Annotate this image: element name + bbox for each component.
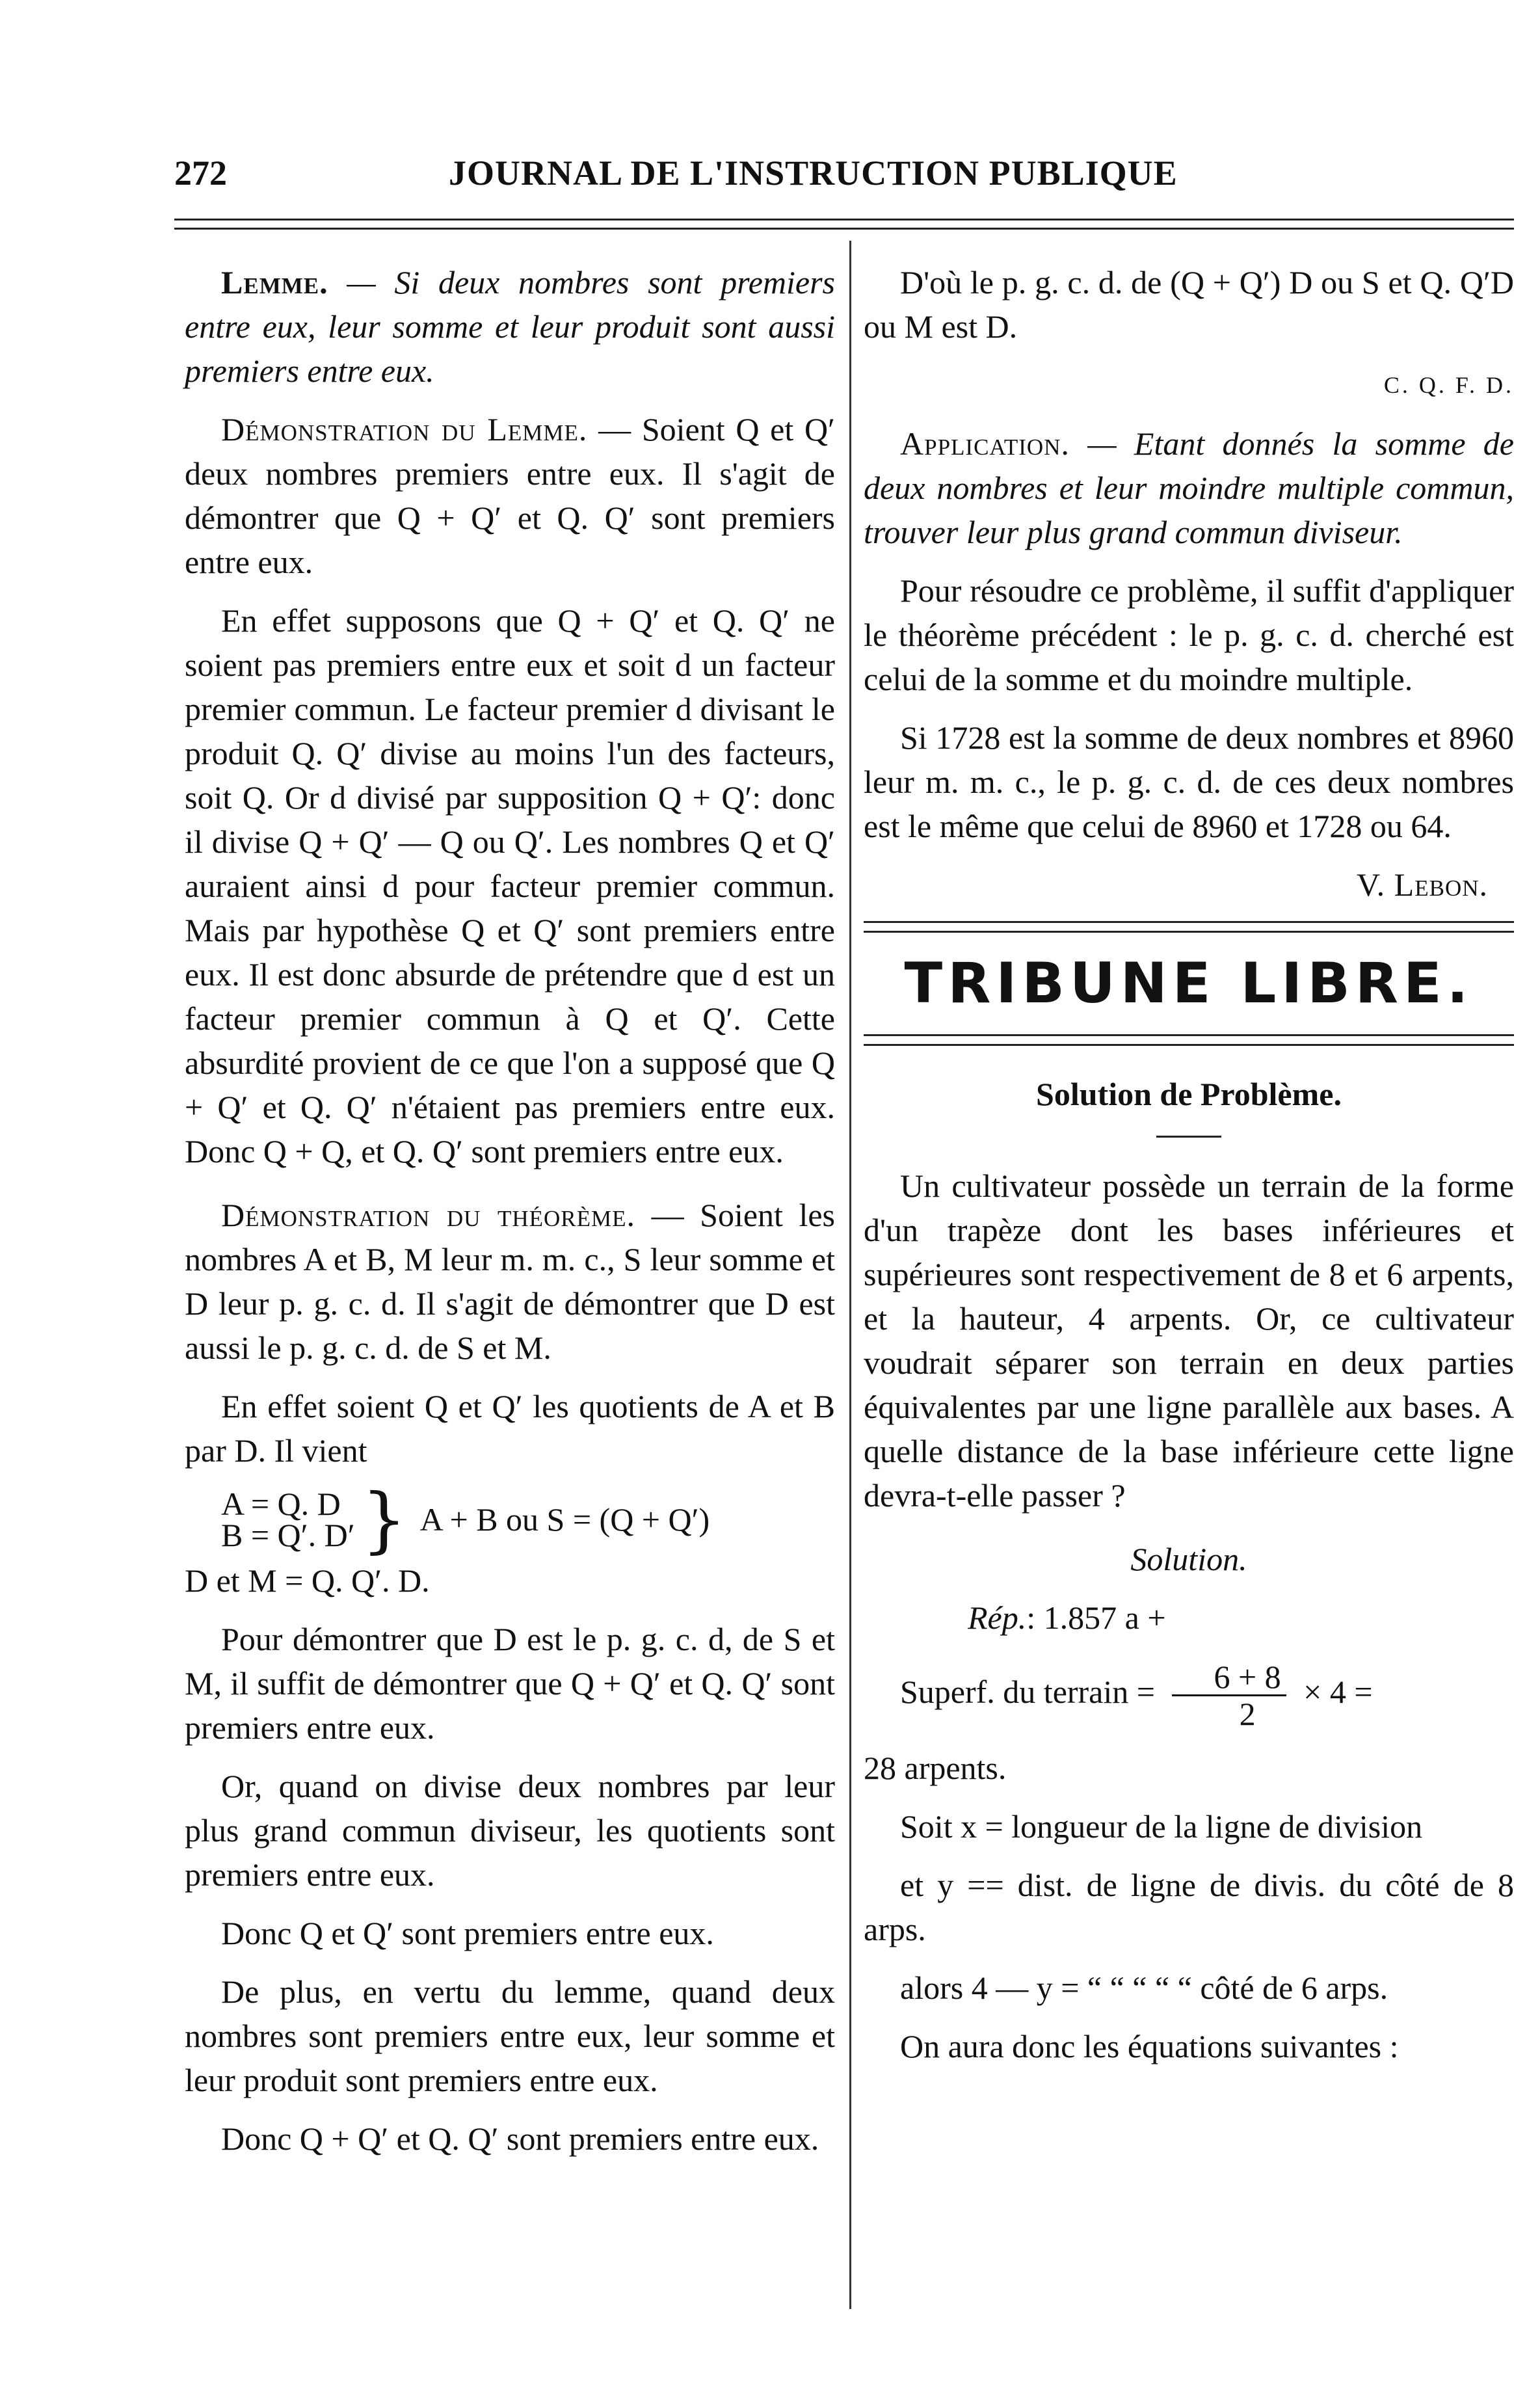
brace-icon: } [361,1478,407,1561]
superf-result: 28 arpents. [864,1750,1007,1786]
fraction-denominator: 2 [1239,1696,1256,1732]
paragraph-quotients: En effet soient Q et Q′ les quotients de A et B par D. Il vient [185,1388,835,1469]
header-rule-top [174,219,1514,220]
column-separator [849,241,851,2309]
demo-lemme-text: — Soient Q et Q′ deux nombres premiers entre eux. Il s'agit de démontrer que Q + Q′ et Q. Q′ sont premiers entre eux. [185,411,835,580]
demo-lemme-paragraph [185,407,835,584]
fraction [1172,1659,1286,1731]
page-number: 272 [174,154,227,193]
equation-right: A + B ou S = (Q + Q′) [419,1501,710,1538]
paragraph-donc-1: Donc Q et Q′ sont premiers entre eux. [221,1915,714,1951]
signature: V. Lebon. [1357,866,1488,903]
equation-lines [221,1488,355,1551]
tribune-rule-bottom [864,1034,1514,1046]
rep-label: Rép. [968,1599,1027,1636]
application-text: — Etant donnés la somme de deux nombres et leur moindre multiple commun, trouver leur plus grand commun diviseur. [864,425,1514,550]
right-column [864,260,1514,2083]
equation-after: D et M = Q. Q′. D. [185,1562,430,1599]
header-rule-bottom [174,228,1514,230]
lemme-paragraph [185,260,835,393]
paragraph-or: Or, quand on divise deux nombres par leur plus grand commun diviseur, les quotients sont premiers entre eux. [185,1768,835,1893]
reponse-line [864,1596,1514,1640]
cqfd: C. Q. F. D. [1383,372,1514,398]
left-column [185,260,835,2175]
fraction-numerator: 6 + 8 [1172,1659,1286,1696]
paragraph-alors: alors 4 — y = “ “ “ “ “ côté de 6 arps. [900,1970,1388,2006]
paragraph-dou: D'où le p. g. c. d. de (Q + Q′) D ou S et Q. Q′D ou M est D. [864,264,1514,345]
paragraph-et-y: et y == dist. de ligne de divis. du côté de 8 arps. [864,1867,1514,1947]
demo-lemme-label: Démonstration du Lemme. [221,411,588,447]
superf-tail: × 4 = [1303,1673,1373,1710]
equation-line-1: A = Q. D [221,1486,341,1522]
paragraph-de-plus: De plus, en vertu du lemme, quand deux nombres sont premiers entre eux, leur somme et leur produit sont premiers entre eux. [185,1973,835,2098]
rep-value: : 1.857 a + [1026,1599,1166,1636]
lemme-label: Lemme. [221,264,328,300]
short-rule [1156,1136,1221,1138]
equation-system [221,1478,835,1561]
paragraph-problem: Un cultivateur possède un terrain de la forme d'un trapèze dont les bases inférieures et supérieures sont respectivement de 8 et 6 arpents, et la hauteur, 4 arpents. Or, ce cultivateur voudrait séparer son terrain en deux parties équivalentes par une ligne parallèle aux bases. A quelle distance de la base inférieure cette ligne devra-t-elle passer ? [864,1168,1514,1514]
application-label: Application. [900,425,1070,462]
tribune-rule-top [864,921,1514,933]
superf-label: Superf. du terrain = [900,1673,1155,1710]
journal-title: JOURNAL DE L'INSTRUCTION PUBLIQUE [449,154,1178,193]
application-paragraph [864,421,1514,554]
demo-theoreme-label: Démonstration du théorème. [221,1197,636,1233]
tribune-title: TRIBUNE LIBRE. [904,951,1474,1016]
paragraph-donc-2: Donc Q + Q′ et Q. Q′ sont premiers entre eux. [221,2120,819,2157]
solution-label: Solution. [1130,1541,1247,1577]
solution-heading: Solution de Problème. [1036,1076,1342,1112]
paragraph-pour-demontrer: Pour démontrer que D est le p. g. c. d, de S et M, il suffit de démontrer que Q + Q′ et Q. Q′ sont premiers entre eux. [185,1621,835,1746]
paragraph-si: Si 1728 est la somme de deux nombres et 8960 leur m. m. c., le p. g. c. d. de ces deux nombres est le même que celui de 8960 et 1728 ou 64. [864,719,1514,844]
superficie-line [864,1659,1514,1731]
paragraph-en-effet: En effet supposons que Q + Q′ et Q. Q′ ne soient pas premiers entre eux et soit d un facteur premier commun. Le facteur premier d divisant le produit Q. Q′ divise au moins l'un des facteurs, soit Q. Or d divisé par supposition Q + Q′: donc il divise Q + Q′ — Q ou Q′. Les nombres Q et Q′ auraient ainsi d pour facteur premier commun. Mais par hypothèse Q et Q′ sont premiers entre eux. Il est donc absurde de prétendre que d est un facteur premier commun à Q et Q′. Cette absurdité provient de ce que l'on a supposé que Q + Q′ et Q. Q′ n'étaient pas premiers entre eux. Donc Q + Q, et Q. Q′ sont premiers entre eux. [185,602,835,1169]
equation-line-2: B = Q′. D′ [221,1517,355,1553]
paragraph-resoudre: Pour résoudre ce problème, il suffit d'appliquer le théorème précédent : le p. g. c. d. cherché est celui de la somme et du moindre multiple. [864,572,1514,697]
paragraph-soit-x: Soit x = longueur de la ligne de division [900,1808,1423,1845]
demo-theoreme-text: — Soient les nombres A et B, M leur m. m. c., S leur somme et D leur p. g. c. d. Il s'agit de démontrer que D est aussi le p. g. c. d. de S et M. [185,1197,836,1366]
paragraph-on-aura: On aura donc les équations suivantes : [900,2028,1399,2064]
demo-theoreme-paragraph [185,1193,835,1370]
lemme-text: — Si deux nombres sont premiers entre eux, leur somme et leur produit sont aussi premiers entre eux. [185,264,835,389]
